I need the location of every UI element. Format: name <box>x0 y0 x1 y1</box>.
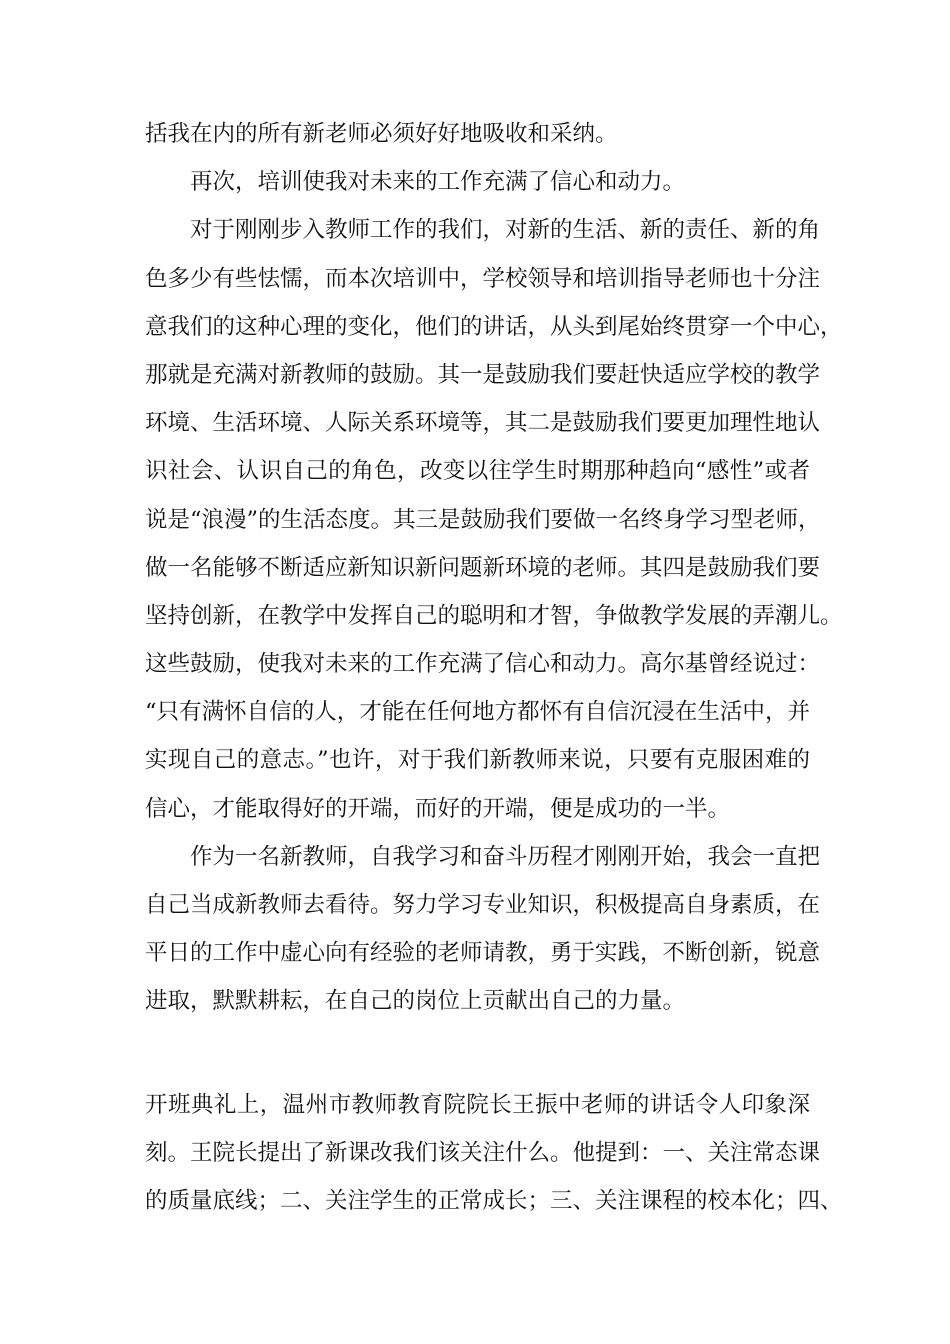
text-line: “只有满怀自信的人，才能在任何地方都怀有自信沉浸在生活中，并 <box>145 699 810 726</box>
text-line: 意我们的这种心理的变化，他们的讲话，从头到尾始终贯穿一个中心， <box>145 313 843 340</box>
text-line: 的质量底线；二、关注学生的正常成长；三、关注课程的校本化；四、 <box>145 1188 843 1215</box>
text-line: 做一名能够不断适应新知识新问题新环境的老师。其四是鼓励我们要 <box>145 554 821 581</box>
text-line: 那就是充满对新教师的鼓励。其一是鼓励我们要赶快适应学校的教学 <box>145 361 821 388</box>
body-text-block-1 <box>145 110 843 1026</box>
text-line: 坚持创新，在教学中发挥自己的聪明和才智，争做教学发展的弄潮儿。 <box>145 602 843 629</box>
text-line: 这些鼓励，使我对未来的工作充满了信心和动力。高尔基曾经说过： <box>145 651 821 678</box>
text-line: 刻。王院长提出了新课改我们该关注什么。他提到：一、关注常态课 <box>145 1140 821 1167</box>
text-line: 开班典礼上，温州市教师教育院院长王振中老师的讲话令人印象深 <box>145 1092 810 1118</box>
text-line: 说是“浪漫”的生活态度。其三是鼓励我们要做一名终身学习型老师， <box>145 506 821 533</box>
text-line: 色多少有些怯懦，而本次培训中，学校领导和培训指导老师也十分注 <box>145 265 821 292</box>
text-line: 识社会、认识自己的角色，改变以往学生时期那种趋向“感性”或者 <box>145 458 810 485</box>
text-line: 环境、生活环境、人际关系环境等，其二是鼓励我们要更加理性地认 <box>145 410 821 437</box>
text-line: 再次，培训使我对未来的工作充满了信心和动力。 <box>190 169 686 196</box>
text-line: 对于刚刚步入教师工作的我们，对新的生活、新的责任、新的角 <box>190 217 821 244</box>
text-line: 自己当成新教师去看待。努力学习专业知识，积极提高自身素质，在 <box>145 892 821 918</box>
text-line: 信心，才能取得好的开端，而好的开端，便是成功的一半。 <box>145 795 731 822</box>
text-line: 进取，默默耕耘，在自己的岗位上贡献出自己的力量。 <box>145 988 686 1015</box>
body-text-block-2 <box>145 1081 843 1226</box>
text-line: 作为一名新教师，自我学习和奋斗历程才刚刚开始，我会一直把 <box>190 843 821 870</box>
text-line: 平日的工作中虚心向有经验的老师请教，勇于实践，不断创新，锐意 <box>145 940 821 967</box>
text-line: 实现自己的意志。”也许，对于我们新教师来说，只要有克服困难的 <box>145 747 810 774</box>
text-line: 括我在内的所有新老师必须好好地吸收和采纳。 <box>145 121 618 147</box>
